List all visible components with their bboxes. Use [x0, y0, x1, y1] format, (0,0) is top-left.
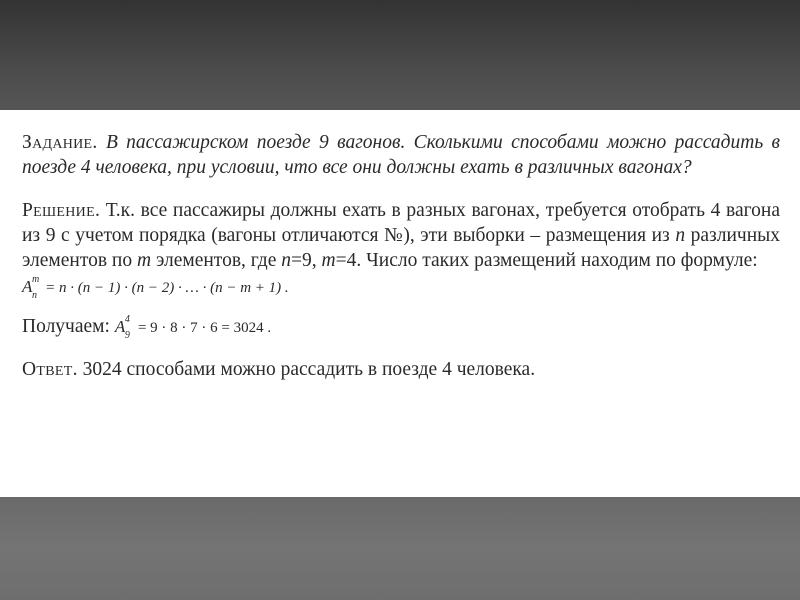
slide-content — [22, 130, 780, 382]
var-m: m — [137, 250, 152, 271]
answer-text: 3024 способами можно рассадить в поезде 4 человека. — [82, 359, 536, 380]
slide-panel — [0, 110, 800, 497]
var-n: n — [675, 225, 686, 246]
result-sub: 9 — [124, 330, 130, 341]
task-label: Задание. — [22, 132, 98, 153]
backdrop-bottom — [0, 497, 800, 600]
solution-label: Решение. — [22, 200, 101, 221]
result-line — [22, 314, 780, 341]
formula-sup: m — [32, 274, 40, 285]
solution-text-4: Число таких размещений находим по формуле: — [366, 250, 758, 271]
result-label: Получаем: — [22, 316, 110, 337]
permutation-formula — [22, 275, 780, 300]
result-rhs: = 9 · 8 · 7 · 6 = 3024 . — [137, 320, 272, 336]
backdrop-top — [0, 0, 800, 110]
answer-label: Ответ. — [22, 359, 78, 380]
result-sup: 4 — [124, 314, 130, 325]
task-text: В пассажирском поезде 9 вагонов. Сколькими способами можно рассадить в поезде 4 человека, при условии, что все они должны ехать в различных вагонах? — [22, 132, 781, 178]
result-symbol: A 4 9 — [115, 314, 134, 339]
cond-m: m — [321, 250, 336, 271]
solution-text-2: различных элементов по — [22, 225, 780, 271]
formula-symbol: A m n — [22, 275, 41, 299]
solution-paragraph — [22, 198, 780, 273]
cond-n: n — [281, 250, 292, 271]
formula-sub: n — [32, 290, 37, 301]
cond-n-val: =9, — [291, 250, 317, 271]
formula-rhs: = n · (n − 1) · (n − 2) · … · (n − m + 1) . — [45, 280, 289, 296]
cond-m-val: =4. — [335, 250, 362, 271]
solution-text-1: Т.к. все пассажиры должны ехать в разных вагонах, требуется отобрать 4 вагона из 9 с учетом порядка (вагоны отличаются №), эти выборки – размещения из — [22, 200, 780, 246]
solution-text-3: элементов, где — [155, 250, 277, 271]
task-paragraph — [22, 130, 780, 180]
answer-paragraph — [22, 357, 780, 382]
